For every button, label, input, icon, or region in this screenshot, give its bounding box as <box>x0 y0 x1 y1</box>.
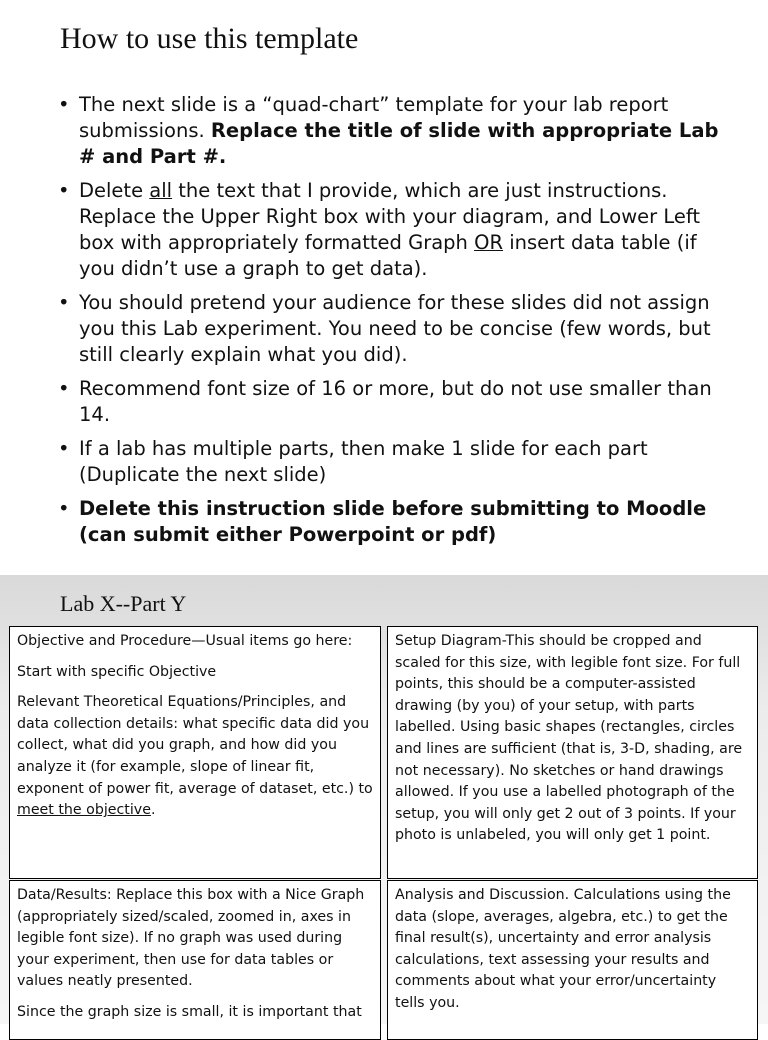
bullet-bold-text: Delete this instruction slide before submitting to Moodle (can submit either Powerpoint or pdf) <box>79 497 707 546</box>
instruction-slide-title: How to use this template <box>60 22 359 55</box>
bullet-item <box>56 178 736 282</box>
box-paragraph: Since the graph size is small, it is important that <box>17 1003 362 1020</box>
instruction-bullet-list <box>56 92 736 556</box>
bullet-text: the text that I provide, which are just instructions. Replace the Upper Right box with your diagram, and Lower Left box with appropriately formatted Graph <box>79 179 701 254</box>
bullet-text: Recommend font size of 16 or more, but do not use smaller than 14. <box>79 377 712 426</box>
bullet-item <box>56 290 736 368</box>
bullet-text: . <box>218 145 227 168</box>
bullet-item <box>56 436 736 488</box>
data-results-box <box>9 880 381 1040</box>
box-paragraph: Data/Results: Replace this box with a Nice Graph (appropriately sized/scaled, zoomed in, axes in legible font size). If no graph was used during your experiment, then use for data tables or values neatly presented. <box>17 887 365 990</box>
box-paragraph: Start with specific Objective <box>17 663 217 680</box>
box-text: Relevant Theoretical Equations/Principles, and data collection details: what specific data did you collect, what did you graph, and how did you analyze it (for example, slope of linear fit, exponent of power fit, average of dataset, etc.) to <box>17 694 373 797</box>
box-paragraph <box>17 692 373 822</box>
bullet-item <box>56 376 736 428</box>
analysis-discussion-box <box>387 880 758 1040</box>
quad-chart-slide <box>0 575 768 1024</box>
bullet-text: The next slide is a “quad-chart” template for your lab report submissions. <box>79 93 669 142</box>
bullet-text: insert data table (if you didn’t use a graph to get data). <box>79 231 697 280</box>
bullet-text: You should pretend your audience for these slides did not assign you this Lab experiment. You need to be concise (few words, but still clearly explain what you did). <box>79 291 711 366</box>
box-underlined-text: meet the objective <box>17 802 151 819</box>
bullet-underlined-text: all <box>149 179 173 202</box>
bullet-text: If a lab has multiple parts, then make 1 slide for each part (Duplicate the next slide) <box>79 437 648 486</box>
bullet-underlined-text: OR <box>474 231 504 254</box>
objective-procedure-box <box>9 626 381 879</box>
quad-chart-title: Lab X--Part Y <box>60 591 187 616</box>
bullet-item <box>56 92 736 170</box>
box-text: . <box>150 802 156 819</box>
box-paragraph: Setup Diagram-This should be cropped and scaled for this size, with legible font size. For full points, this should be a computer-assisted drawing (by you) of your setup, with parts labelled. Using basic shapes (rectangles, circles and lines are sufficient (that is, 3-D, shading, are not necessary). No sketches or hand drawings allowed. If you use a labelled photograph of the setup, you will only get 2 out of 3 points. If your photo is unlabeled, you will only get 1 point. <box>395 633 743 844</box>
box-paragraph: Objective and Procedure—Usual items go here: <box>17 633 353 649</box>
setup-diagram-box <box>387 626 758 879</box>
box-paragraph: Analysis and Discussion. Calculations using the data (slope, averages, algebra, etc.) to get the final result(s), uncertainty and error analysis calculations, text assessing your results and comments about what your error/uncertainty tells you. <box>395 887 731 1011</box>
bullet-text: Delete <box>79 179 150 202</box>
bullet-item <box>56 496 736 548</box>
bullet-bold-text: Replace the title of slide with appropriate Lab # and Part # <box>79 119 719 168</box>
